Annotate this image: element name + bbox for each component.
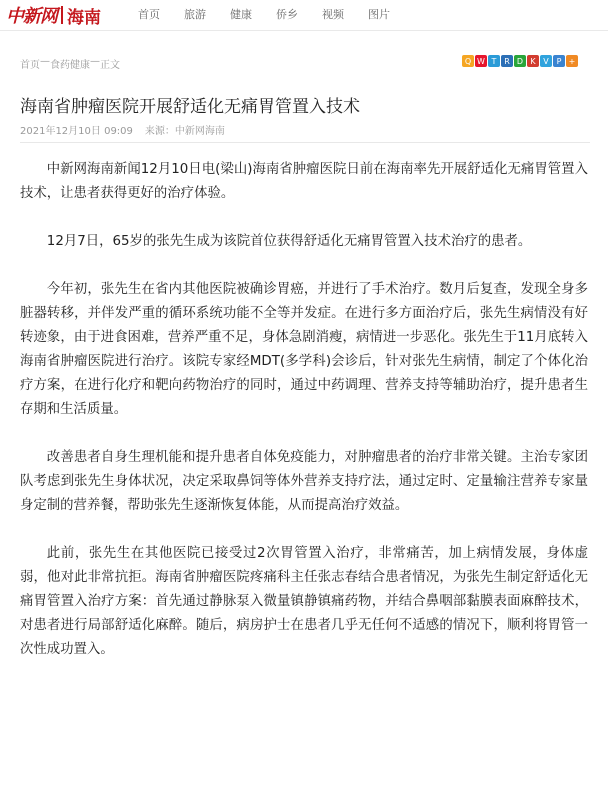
douban-icon[interactable]: D	[514, 55, 526, 67]
person-icon[interactable]: P	[553, 55, 565, 67]
nav-item-overseas[interactable]: 侨乡	[276, 8, 298, 21]
article-date: 2021年12月10日 09:09	[20, 126, 133, 137]
breadcrumb-current: 正文	[100, 60, 120, 71]
title-divider	[20, 142, 590, 143]
article-source: 来源：中新网海南	[144, 126, 225, 137]
breadcrumb-section[interactable]: 食药健康	[50, 60, 90, 71]
more-share-icon[interactable]: +	[566, 55, 578, 67]
kaixin-icon[interactable]: K	[527, 55, 539, 67]
nav-item-health[interactable]: 健康	[230, 8, 252, 21]
breadcrumb-home[interactable]: 首页	[20, 60, 40, 71]
nav-item-video[interactable]: 视频	[322, 8, 344, 21]
site-logo[interactable]	[6, 4, 101, 26]
wechat-icon[interactable]: V	[540, 55, 552, 67]
logo-divider	[61, 6, 63, 24]
article-body	[20, 158, 588, 686]
main-nav	[138, 0, 414, 30]
article-paragraph: 此前，张先生在其他医院已接受过2次胃管置入治疗，非常痛苦，加上病情发展，身体虚弱，他对此非常抗拒。海南省肿瘤医院疼痛科主任张志春结合患者情况，为张先生制定舒适化无痛胃管置入治疗方案：首先通过静脉泵入微量镇静镇痛药物，并结合鼻咽部黏膜表面麻醉技术，对患者进行局部舒适化麻醉。随后，病房护士在患者几乎无任何不适感的情况下，顺利将胃管一次性成功置入。	[20, 546, 588, 657]
article-paragraph: 今年初，张先生在省内其他医院被确诊胃癌，并进行了手术治疗。数月后复查，发现全身多脏器转移，并伴发严重的循环系统功能不全等并发症。在进行多方面治疗后，张先生病情没有好转迹象，由于进食困难，营养严重不足，身体急剧消瘦，病情进一步恶化。张先生于11月底转入海南省肿瘤医院进行治疗。该院专家经MDT(多学科)会诊后，针对张先生病情，制定了个体化治疗方案，在进行化疗和靶向药物治疗的同时，通过中药调理、营养支持等辅助治疗，提升患者生存期和生活质量。	[20, 282, 588, 417]
share-bar	[462, 55, 578, 67]
breadcrumb-separator: —	[40, 56, 50, 67]
logo-main-text: 中新网	[6, 6, 57, 27]
article-paragraph: 改善患者自身生理机能和提升患者自体免疫能力，对肿瘤患者的治疗非常关键。主治专家团队考虑到张先生身体状况，决定采取鼻饲等体外营养支持疗法，通过定时、定量输注营养专家量身定制的营养餐，帮助张先生逐渐恢复体能，从而提高治疗效益。	[20, 450, 588, 513]
qzone-icon[interactable]: Q	[462, 55, 474, 67]
article-paragraph: 12月7日，65岁的张先生成为该院首位获得舒适化无痛胃管置入技术治疗的患者。	[46, 234, 532, 249]
article-meta	[20, 122, 225, 137]
article-title: 海南省肿瘤医院开展舒适化无痛胃管置入技术	[20, 97, 360, 117]
tencent-weibo-icon[interactable]: T	[488, 55, 500, 67]
breadcrumb	[20, 56, 120, 71]
weibo-icon[interactable]: W	[475, 55, 487, 67]
renren-icon[interactable]: R	[501, 55, 513, 67]
logo-region-text: 海南	[67, 7, 101, 28]
nav-item-travel[interactable]: 旅游	[184, 8, 206, 21]
nav-item-home[interactable]: 首页	[138, 8, 160, 21]
breadcrumb-separator: —	[90, 56, 100, 67]
top-navigation-bar	[0, 0, 608, 31]
article-paragraph: 中新网海南新闻12月10日电(梁山)海南省肿瘤医院日前在海南率先开展舒适化无痛胃管置入技术，让患者获得更好的治疗体验。	[20, 162, 588, 201]
nav-item-photos[interactable]: 图片	[368, 8, 390, 21]
breadcrumb-bar	[0, 50, 608, 76]
